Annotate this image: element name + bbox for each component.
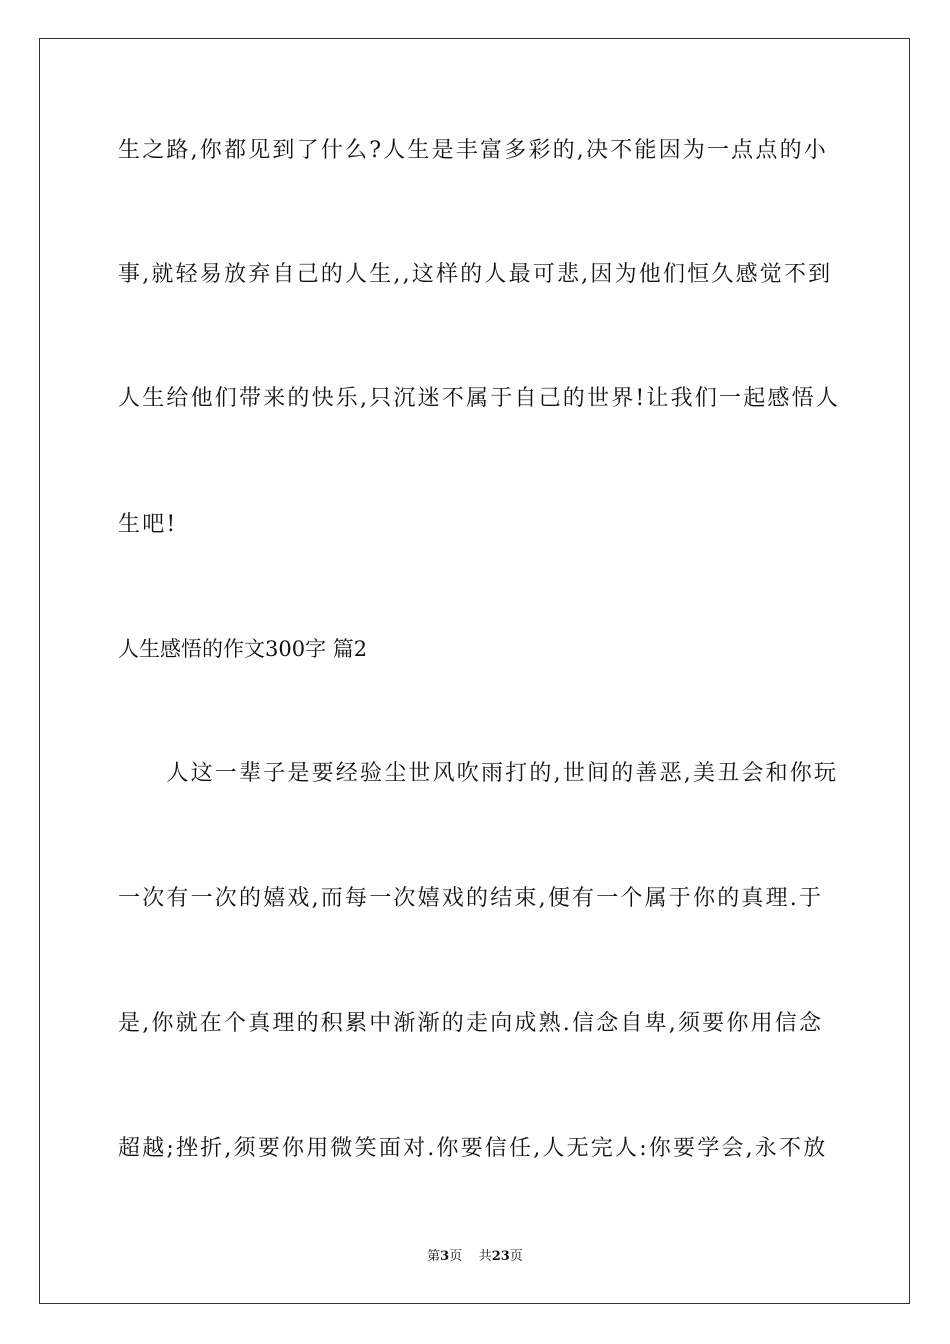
footer-total-suffix: 页: [509, 1249, 523, 1264]
section-heading: 人生感悟的作文300字 篇2: [118, 637, 368, 661]
body-line-2: 事,就轻易放弃自己的人生,,这样的人最可悲,因为他们恒久感觉不到: [118, 262, 833, 287]
paragraph-line-4: 超越;挫折,须要你用微笑面对.你要信任,人无完人:你要学会,永不放: [118, 1136, 828, 1161]
body-line-4: 生吧!: [118, 512, 178, 537]
page-frame: [39, 38, 910, 1304]
footer-page-suffix: 页: [449, 1249, 463, 1264]
footer-page-prefix: 第: [427, 1249, 441, 1264]
paragraph-line-3: 是,你就在个真理的积累中渐渐的走向成熟.信念自卑,须要你用信念: [118, 1011, 824, 1036]
body-line-3: 人生给他们带来的快乐,只沉迷不属于自己的世界!让我们一起感悟人: [118, 386, 841, 411]
body-line-1: 生之路,你都见到了什么?人生是丰富多彩的,决不能因为一点点的小: [118, 138, 828, 163]
footer-page-number: 3: [440, 1249, 450, 1264]
footer-total-prefix: 共: [478, 1249, 492, 1264]
paragraph-line-1: 人这一辈子是要经验尘世风吹雨打的,世间的善恶,美丑会和你玩: [118, 761, 839, 786]
footer-total-pages: 23: [491, 1249, 510, 1264]
paragraph-line-2: 一次有一次的嬉戏,而每一次嬉戏的结束,便有一个属于你的真理.于: [118, 886, 824, 911]
page-footer: [0, 1248, 950, 1266]
